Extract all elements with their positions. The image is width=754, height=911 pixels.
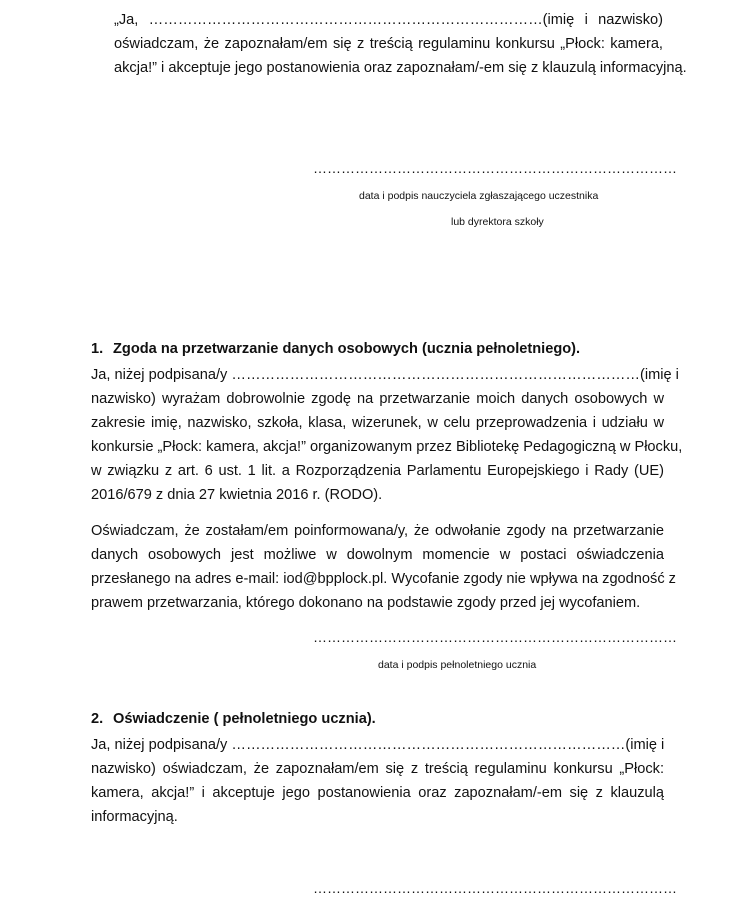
withdrawal-line: przesłanego na adres e-mail: iod@bpplock.pl. Wycofanie zgody nie wpływa na zgodność z	[91, 571, 676, 587]
consent-line: 2016/679 z dnia 27 kwietnia 2016 r. (RODO).	[91, 487, 383, 503]
consent-line: zakresie imię, nazwisko, szkoła, klasa, wizerunek, w celu przeprowadzenia i udziału w	[91, 415, 664, 431]
withdrawal-paragraph	[91, 519, 676, 615]
intro-statement	[114, 8, 687, 80]
declaration-line: Ja, niżej podpisana/y ………………………………………………………………………(imię i	[91, 737, 665, 753]
intro-line: „Ja, ………………………………………………………………………(imię i nazwisko)	[114, 12, 663, 28]
signature-caption-teacher-2: lub dyrektora szkoły	[451, 216, 544, 228]
declaration-line: informacyjną.	[91, 809, 178, 825]
consent-line: w związku z art. 6 ust. 1 lit. a Rozporządzenia Parlamentu Europejskiego i Rady (UE)	[91, 463, 664, 479]
section-2-title: Oświadczenie ( pełnoletniego ucznia).	[113, 711, 376, 727]
signature-line-declaration: ……………………………………………………………………	[313, 880, 677, 896]
section-2-number: 2.	[91, 711, 104, 727]
intro-line: oświadczam, że zapoznałam/em się z treścią regulaminu konkursu „Płock: kamera,	[114, 36, 663, 52]
consent-paragraph	[91, 363, 683, 507]
withdrawal-line: Oświadczam, że zostałam/em poinformowana/y, że odwołanie zgody na przetwarzanie	[91, 523, 664, 539]
consent-line: konkursie „Płock: kamera, akcja!” organizowanym przez Bibliotekę Pedagogiczną w Płocku,	[91, 439, 683, 455]
signature-caption-teacher: data i podpis nauczyciela zgłaszającego uczestnika	[359, 190, 599, 202]
section-1-title: Zgoda na przetwarzanie danych osobowych (ucznia pełnoletniego).	[113, 341, 581, 357]
signature-line-student: ……………………………………………………………………	[313, 629, 677, 645]
section-2-heading	[91, 711, 376, 727]
signature-caption-student: data i podpis pełnoletniego ucznia	[378, 659, 537, 671]
withdrawal-line: danych osobowych jest możliwe w dowolnym momencie w postaci oświadczenia	[91, 547, 664, 563]
section-1-heading	[91, 341, 580, 357]
intro-line: akcja!” i akceptuje jego postanowienia oraz zapoznałam/-em się z klauzulą informacyjną.	[114, 60, 687, 76]
consent-line: nazwisko) wyrażam dobrowolnie zgodę na przetwarzanie moich danych osobowych w	[91, 391, 664, 407]
declaration-line: nazwisko) oświadczam, że zapoznałam/em się z treścią regulaminu konkursu „Płock:	[91, 761, 664, 777]
declaration-paragraph	[91, 733, 664, 829]
consent-line: Ja, niżej podpisana/y …………………………………………………………………………(imię i	[91, 367, 679, 383]
signature-line-teacher: ……………………………………………………………………	[313, 160, 677, 176]
withdrawal-line: prawem przetwarzania, którego dokonano na podstawie zgody przed jej wycofaniem.	[91, 595, 641, 611]
declaration-line: kamera, akcja!” i akceptuje jego postanowienia oraz zapoznałam/-em się z klauzulą	[91, 785, 664, 801]
section-1-number: 1.	[91, 341, 104, 357]
